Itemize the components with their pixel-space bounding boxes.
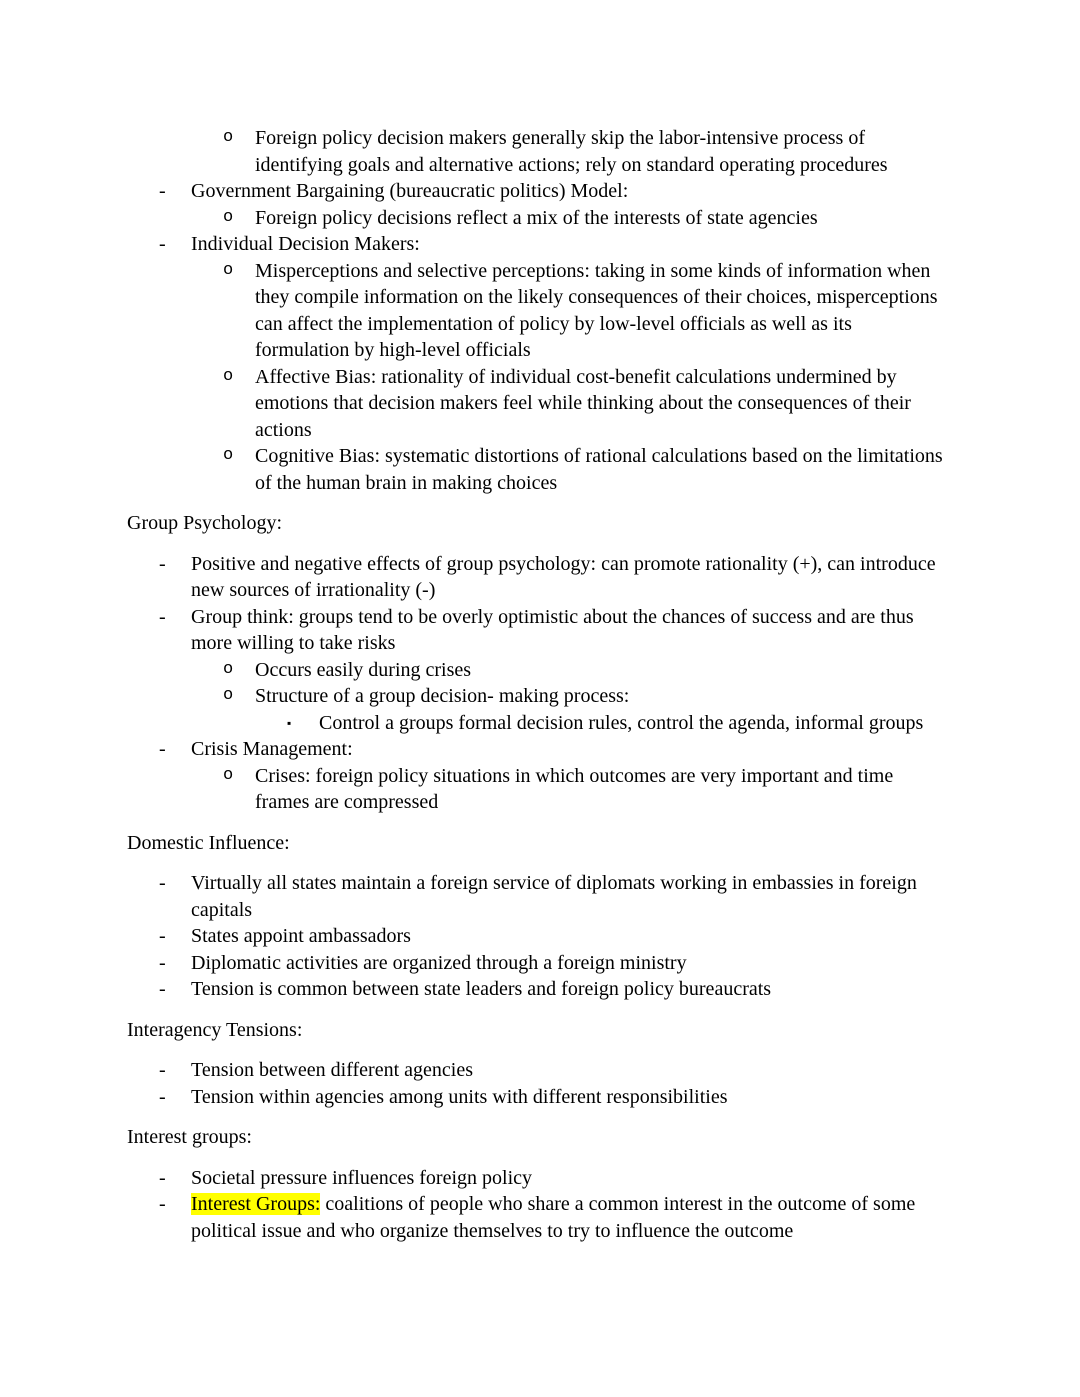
bullet-marker: - [159, 180, 166, 202]
section-heading: Domestic Influence: [127, 831, 290, 854]
list-item [127, 1165, 949, 1192]
bullet-marker: o [223, 366, 234, 386]
list-item [127, 258, 949, 364]
bullet-marker: - [159, 1193, 166, 1215]
section-heading: Interest groups: [127, 1126, 252, 1148]
list-item [127, 736, 949, 763]
text-segment: Misperceptions and selective perceptions: taking in some kinds of information when they compile information on the likely consequences of their choices, misperceptions can affect the implementation of policy by low-level officials as well as its formulation by high-level officials [255, 259, 938, 361]
text-segment: Control a groups formal decision rules, control the agenda, informal groups [319, 711, 924, 734]
list-item-text [191, 872, 917, 921]
list-item [127, 205, 949, 232]
list-item-text [191, 978, 771, 1000]
bullet-marker: - [159, 1166, 166, 1189]
text-segment: Foreign policy decisions reflect a mix of the interests of state agencies [255, 206, 818, 229]
list-item [127, 763, 949, 816]
highlighted-text: Interest Groups: [191, 1193, 321, 1215]
list-item [127, 178, 949, 205]
text-segment: Foreign policy decision makers generally skip the labor-intensive process of identifying goals and alternative actions; rely on standard operating procedures [255, 127, 888, 176]
bullet-marker: o [223, 446, 234, 465]
bullet-marker: - [159, 951, 166, 974]
text-segment: Group think: groups tend to be overly optimistic about the chances of success and are thus more willing to take risks [191, 605, 914, 654]
text-segment: Occurs easily during crises [255, 658, 472, 681]
text-segment: Cognitive Bias: systematic distortions of rational calculations based on the limitations of the human brain in making choices [255, 445, 943, 494]
list-item [127, 950, 949, 977]
text-segment: Diplomatic activities are organized through a foreign ministry [191, 951, 687, 974]
list-item [127, 231, 949, 258]
list-item [127, 870, 949, 923]
text-segment: coalitions of people who share a common interest in the outcome of some political issue and who organize themselves to try to influence the outcome [191, 1193, 916, 1242]
text-segment: Structure of a group decision- making process: [255, 685, 630, 707]
text-segment: Virtually all states maintain a foreign service of diplomats working in embassies in foreign capitals [191, 872, 917, 921]
bullet-marker: o [223, 128, 234, 147]
list-item-text [255, 366, 911, 441]
list-item-text [255, 260, 938, 362]
bullet-marker: - [159, 1085, 166, 1108]
list-item-text [255, 765, 893, 814]
list-item-text [191, 738, 353, 760]
section-heading: Interagency Tensions: [127, 1018, 303, 1041]
document-body [127, 125, 949, 1244]
bullet-marker: - [159, 605, 166, 628]
list-item [127, 1084, 949, 1111]
list-item [127, 125, 949, 178]
text-segment: Affective Bias: rationality of individual cost-benefit calculations undermined by emotions that decision makers feel while thinking about the consequences of their actions [255, 365, 911, 441]
list-item-text [191, 1193, 915, 1242]
list-item-text [191, 1059, 473, 1081]
list-item-text [255, 445, 943, 494]
text-segment: States appoint ambassadors [191, 925, 411, 947]
list-item-text [255, 207, 818, 229]
list-item-text [191, 1167, 532, 1189]
list-item-text [255, 685, 629, 707]
text-segment: Government Bargaining (bureaucratic politics) Model: [191, 180, 629, 202]
text-segment: Tension within agencies among units with different responsibilities [191, 1085, 728, 1108]
bullet-marker: - [159, 978, 166, 1000]
text-segment: Tension between different agencies [191, 1059, 474, 1081]
bullet-marker: o [223, 659, 234, 679]
list-item-text [191, 1086, 727, 1108]
list-item-text [191, 180, 628, 202]
list-item-text [191, 606, 914, 655]
list-item-text [255, 127, 888, 176]
text-segment: Individual Decision Makers: [191, 233, 420, 255]
list-item [127, 657, 949, 684]
bullet-marker: - [159, 925, 166, 947]
list-item [127, 1191, 949, 1244]
bullet-marker: ▪ [287, 715, 292, 730]
text-segment: Societal pressure influences foreign policy [191, 1166, 532, 1189]
text-segment: Crisis Management: [191, 738, 353, 760]
list-item [127, 710, 949, 737]
bullet-marker: o [223, 686, 234, 705]
list-item [127, 976, 949, 1003]
bullet-marker: o [223, 207, 234, 227]
bullet-marker: - [159, 738, 166, 760]
bullet-marker: - [159, 233, 166, 255]
list-item-text [191, 925, 411, 947]
list-item [127, 443, 949, 496]
list-item [127, 551, 949, 604]
list-item-text [319, 712, 923, 734]
bullet-marker: - [159, 552, 166, 575]
list-item [127, 683, 949, 710]
text-segment: Crises: foreign policy situations in which outcomes are very important and time frames are compressed [255, 764, 894, 813]
bullet-marker: o [223, 765, 234, 785]
text-segment: Tension is common between state leaders and foreign policy bureaucrats [191, 978, 772, 1000]
text-segment: Positive and negative effects of group psychology: can promote rationality (+), can introduce new sources of irrationality (-) [191, 552, 936, 601]
list-item [127, 1057, 949, 1084]
list-item-text [191, 952, 687, 974]
bullet-marker: o [223, 260, 234, 280]
section-heading: Group Psychology: [127, 512, 282, 534]
list-item [127, 364, 949, 444]
list-item-text [255, 659, 471, 681]
list-item-text [191, 233, 420, 255]
bullet-marker: - [159, 1059, 166, 1081]
bullet-marker: - [159, 872, 166, 894]
list-item-text [191, 553, 936, 602]
list-item [127, 923, 949, 950]
list-item [127, 604, 949, 657]
